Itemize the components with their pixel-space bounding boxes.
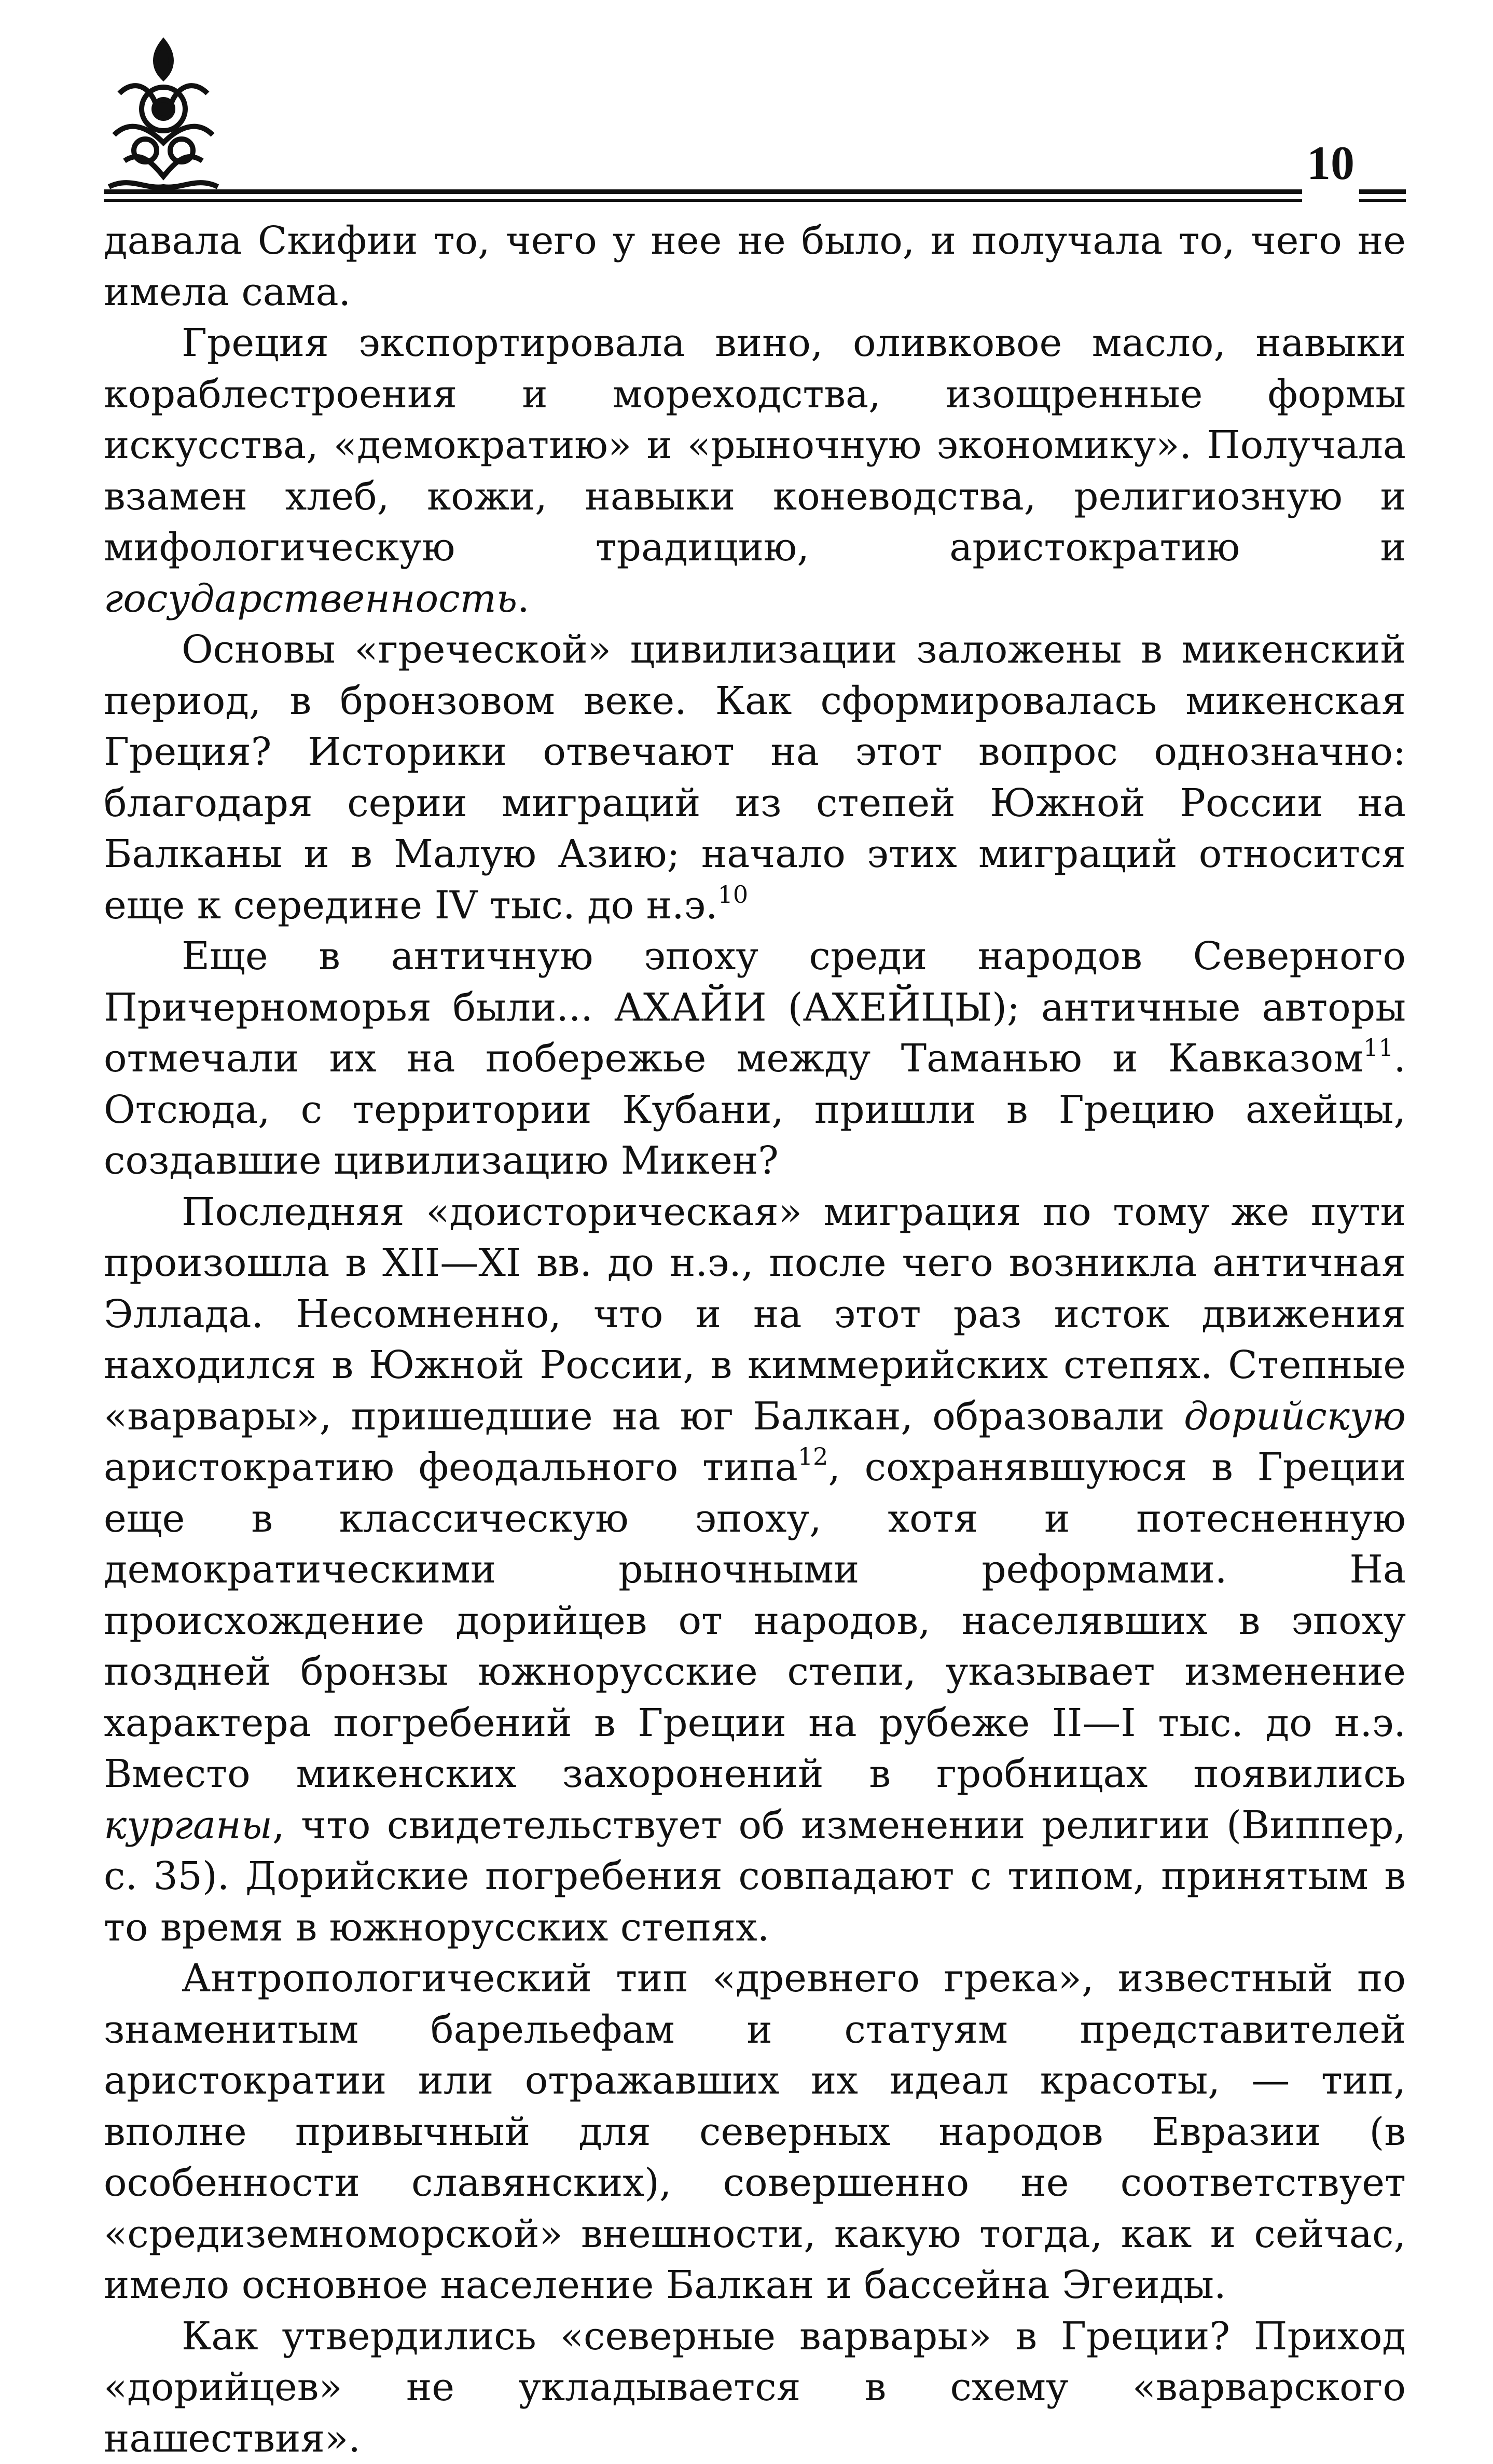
paragraph bbox=[104, 931, 1406, 1187]
italic-text: дорийскую bbox=[1184, 1394, 1406, 1439]
footnote-ref: 11 bbox=[1363, 1034, 1394, 1062]
header-rule-right bbox=[1359, 189, 1406, 194]
text-run: Последняя «доисторическая» миграция по тому же пути произошла в XII—XI вв. до н.э., после чего возникла античная Эллада. Несомненно, что и на этот раз исток движения находился в Южной России, в киммерийских степях. Степные «варвары», пришедшие на юг Балкан, образовали bbox=[104, 1190, 1406, 1439]
paragraph bbox=[104, 1187, 1406, 1953]
text-run: Основы «греческой» цивилизации заложены в микенский период, в бронзовом веке. Как сформировалась микенская Греция? Историки отвечают на этот вопрос однозначно: благодаря серии миграций из степей Южной России на Балканы и в Малую Азию; начало этих миграций относится еще к середине IV тыс. до н.э. bbox=[104, 627, 1406, 928]
text-run: Антропологический тип «древнего грека», известный по знаменитым барельефам и статуям представителей аристократии или отражавших их идеал красоты, — тип, вполне привычный для северных народов Евразии (в особенности славянских), совершенно не соответствует «средиземноморской» внешности, какую тогда, как и сейчас, имело основное население Балкан и бассейна Эгеиды. bbox=[104, 1956, 1406, 2307]
text-run: давала Скифии то, чего у нее не было, и получала то, чего не имела сама. bbox=[104, 218, 1406, 314]
header-rule bbox=[104, 189, 1302, 194]
footnote-ref: 10 bbox=[718, 880, 749, 908]
paragraph bbox=[104, 624, 1406, 931]
header-rule-thin bbox=[104, 199, 1302, 202]
page-number: 10 bbox=[1302, 139, 1359, 187]
text-run: аристократию феодального типа bbox=[104, 1445, 798, 1490]
text-run: , что свидетельствует об изменении религии (Виппер, с. 35). Дорийские погребения совпадают с типом, принятым в то время в южнорусских степях. bbox=[104, 1803, 1406, 1950]
footnote-ref: 12 bbox=[798, 1442, 828, 1470]
text-run: . bbox=[517, 576, 530, 621]
header-rule-right-thin bbox=[1359, 199, 1406, 202]
paragraph bbox=[104, 215, 1406, 318]
text-run: Еще в античную эпоху среди народов Северного Причерноморья были... АХАЙИ (АХЕЙЦЫ); античные авторы отмечали их на побережье между Таманью и Кавказом bbox=[104, 934, 1406, 1081]
paragraph bbox=[104, 2311, 1406, 2464]
text-run: . Отсюда, с территории Кубани, пришли в Грецию ахейцы, создавшие цивилизацию Микен? bbox=[104, 1036, 1406, 1183]
paragraph bbox=[104, 1953, 1406, 2311]
text-run: Как утвердились «северные варвары» в Греции? Приход «дорийцев» не укладывается в схему «варварского нашествия». bbox=[104, 2314, 1406, 2461]
text-run: Греция экспортировала вино, оливковое масло, навыки кораблестроения и мореходства, изощренные формы искусства, «демократию» и «рыночную экономику». Получала взамен хлеб, кожи, навыки коневодства, религиозную и мифологическую традицию, аристократию и bbox=[104, 321, 1406, 570]
text-run: , сохранявшуюся в Греции еще в классическую эпоху, хотя и потесненную демократическими рыночными реформами. На происхождение дорийцев от народов, населявших в эпоху поздней бронзы южнорусские степи, указывает изменение характера погребений в Греции на рубеже II—I тыс. до н.э. Вместо микенских захоронений в гробницах появились bbox=[104, 1445, 1406, 1796]
italic-text: курганы bbox=[104, 1803, 272, 1848]
paragraph bbox=[104, 318, 1406, 624]
body-text bbox=[104, 215, 1406, 2464]
italic-text: государственность bbox=[104, 576, 517, 621]
celtic-knot-ornament-icon bbox=[99, 31, 228, 202]
